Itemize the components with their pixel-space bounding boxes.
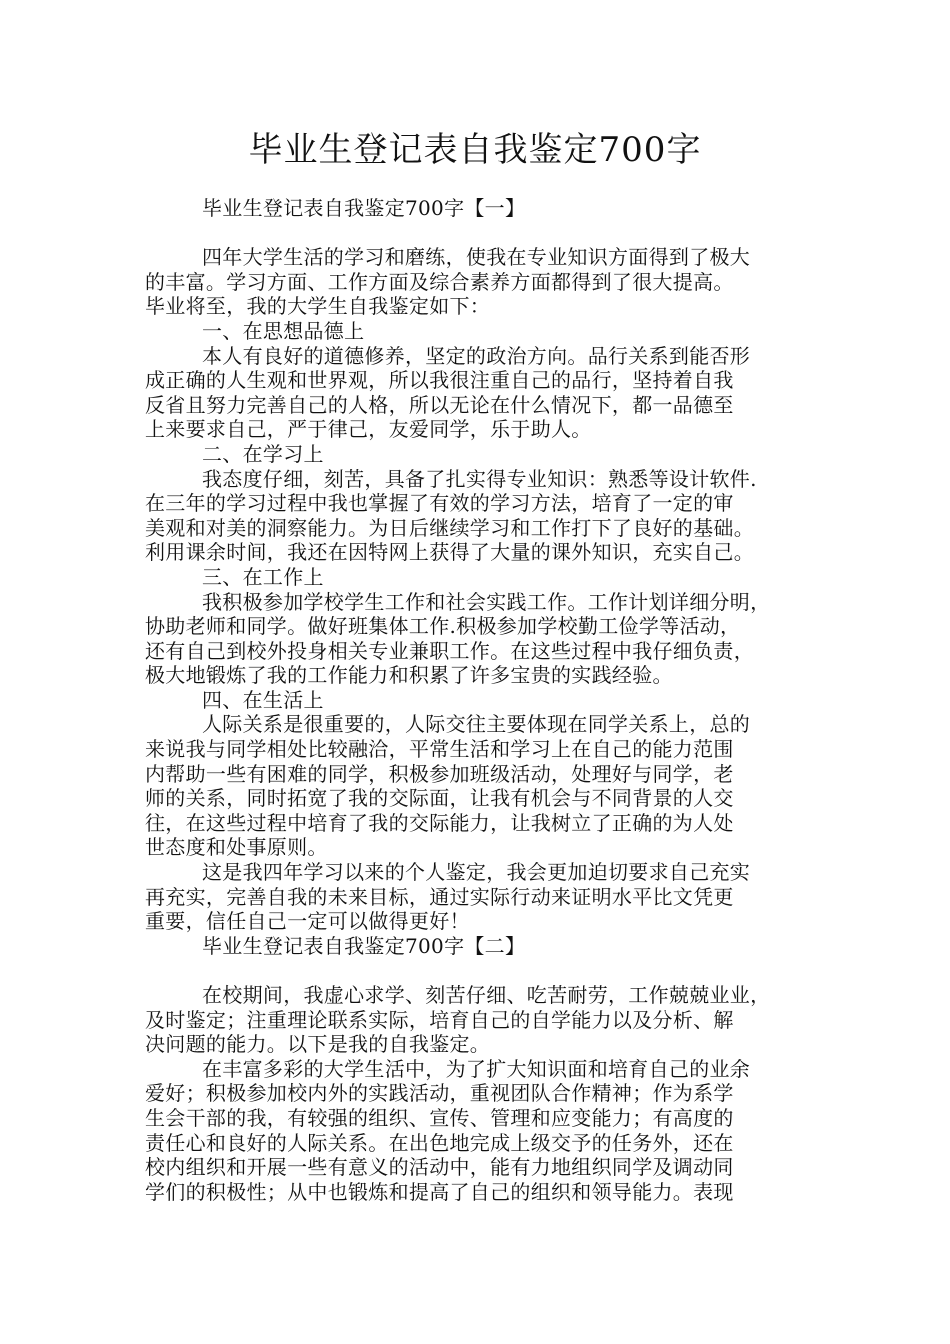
text-line: 再充实，完善自我的未来目标，通过实际行动来证明水平比文凭更 <box>145 884 734 909</box>
subheading-line: 四、在生活上 <box>202 687 324 712</box>
section-heading-1: 毕业生登记表自我鉴定700字【一】 <box>202 196 526 220</box>
text-line: 这是我四年学习以来的个人鉴定，我会更加迫切要求自己充实 <box>202 860 751 885</box>
text-line: 来说我与同学相处比较融洽，平常生活和学习上在自己的能力范围 <box>145 737 734 762</box>
text-line: 校内组织和开展一些有意义的活动中，能有力地组织同学及调动同 <box>145 1155 734 1180</box>
text-line: 我积极参加学校学生工作和社会实践工作。工作计划详细分明， <box>202 589 771 614</box>
text-line: 往，在这些过程中培育了我的交际能力，让我树立了正确的为人处 <box>145 810 734 835</box>
text-line: 我态度仔细，刻苦，具备了扎实得专业知识：熟悉等设计软件. <box>202 466 757 491</box>
text-line: 上来要求自己，严于律己，友爱同学，乐于助人。 <box>145 417 592 442</box>
blank-line <box>145 958 805 983</box>
text-line: 在校期间，我虚心求学、刻苦仔细、吃苦耐劳，工作兢兢业业， <box>202 983 771 1007</box>
text-line: 在三年的学习过程中我也掌握了有效的学习方法，培育了一定的审 <box>145 491 734 516</box>
text-line: 的丰富。学习方面、工作方面及综合素养方面都得到了很大提高。 <box>145 269 734 294</box>
text-line: 毕业将至，我的大学生自我鉴定如下： <box>145 294 491 319</box>
text-line: 极大地锻炼了我的工作能力和积累了许多宝贵的实践经验。 <box>145 663 673 688</box>
text-line: 生会干部的我，有较强的组织、宣传、管理和应变能力；有高度的 <box>145 1105 734 1130</box>
text-line: 重要，信任自己一定可以做得更好！ <box>145 909 470 934</box>
text-line: 四年大学生活的学习和磨练，使我在专业知识方面得到了极大 <box>202 245 751 270</box>
text-line: 学们的积极性；从中也锻炼和提高了自己的组织和领导能力。表现 <box>145 1179 734 1204</box>
document-body <box>145 196 805 1204</box>
subheading-line: 三、在工作上 <box>202 564 324 589</box>
text-line: 师的关系，同时拓宽了我的交际面，让我有机会与不同背景的人交 <box>145 786 734 811</box>
section-heading-2: 毕业生登记表自我鉴定700字【二】 <box>202 933 526 958</box>
text-line: 美观和对美的洞察能力。为日后继续学习和工作打下了良好的基础。 <box>145 515 754 540</box>
text-line: 决问题的能力。以下是我的自我鉴定。 <box>145 1032 491 1057</box>
subheading-line: 一、在思想品德上 <box>202 318 365 343</box>
text-line: 内帮助一些有困难的同学，积极参加班级活动，处理好与同学，老 <box>145 761 734 786</box>
document-title: 毕业生登记表自我鉴定700字 <box>248 130 702 170</box>
text-line: 爱好；积极参加校内外的实践活动，重视团队合作精神；作为系学 <box>145 1081 734 1106</box>
text-line: 利用课余时间，我还在因特网上获得了大量的课外知识，充实自己。 <box>145 540 754 565</box>
text-line: 及时鉴定；注重理论联系实际，培育自己的自学能力以及分析、解 <box>145 1007 734 1032</box>
text-line: 成正确的人生观和世界观，所以我很注重自己的品行，坚持着自我 <box>145 368 734 393</box>
text-line: 协助老师和同学。做好班集体工作.积极参加学校勤工俭学等活动， <box>145 614 741 639</box>
text-line: 本人有良好的道德修养，坚定的政治方向。品行关系到能否形 <box>202 343 751 368</box>
text-line: 反省且努力完善自己的人格，所以无论在什么情况下，都一品德至 <box>145 392 734 417</box>
text-line: 人际关系是很重要的，人际交往主要体现在同学关系上，总的 <box>202 712 751 737</box>
blank-line <box>145 221 805 246</box>
text-line: 在丰富多彩的大学生活中，为了扩大知识面和培育自己的业余 <box>202 1056 751 1081</box>
text-line: 世态度和处事原则。 <box>145 835 328 860</box>
text-line: 还有自己到校外投身相关专业兼职工作。在这些过程中我仔细负责， <box>145 638 754 663</box>
text-line: 责任心和良好的人际关系。在出色地完成上级交予的任务外，还在 <box>145 1130 734 1155</box>
subheading-line: 二、在学习上 <box>202 441 324 466</box>
